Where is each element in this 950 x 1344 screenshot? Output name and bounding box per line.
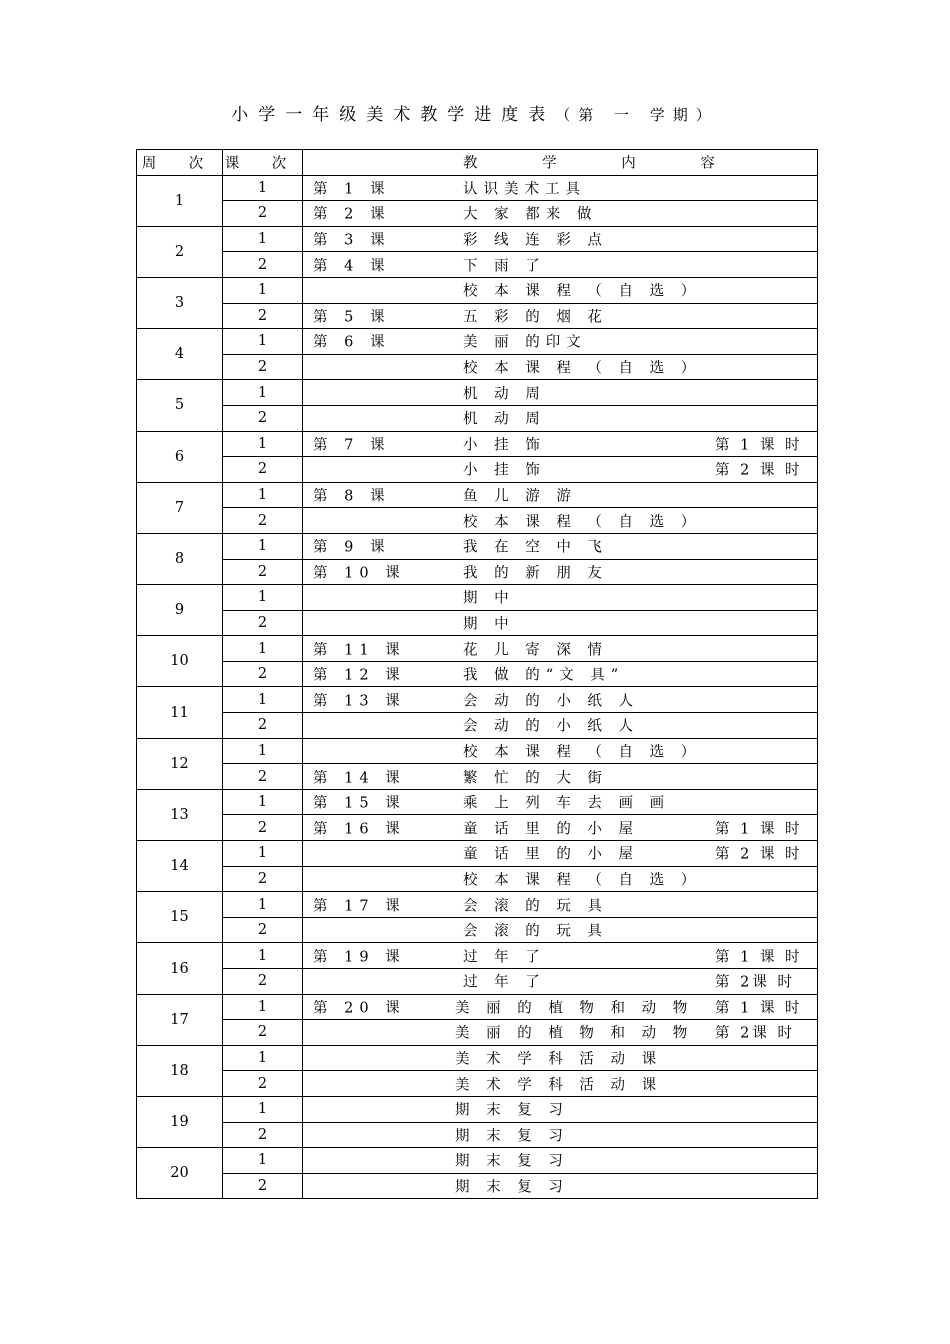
class-number: 2 [223,866,303,892]
content-cell [303,226,818,252]
table-row [137,764,818,790]
lesson-topic: 期 中 [463,616,515,633]
week-number: 18 [137,1045,223,1096]
table-row [137,917,818,943]
content-cell [303,943,818,969]
class-number: 1 [223,226,303,252]
content-cell [303,457,818,483]
class-number: 1 [223,1148,303,1174]
class-number: 1 [223,585,303,611]
lesson-topic: 美 术 学 科 活 动 课 [455,1051,663,1068]
table-row [137,1148,818,1174]
table-row [137,789,818,815]
week-number: 8 [137,533,223,584]
table-row [137,636,818,662]
week-number: 9 [137,585,223,636]
content-cell [303,841,818,867]
table-row [137,815,818,841]
class-number: 1 [223,841,303,867]
week-number: 7 [137,482,223,533]
class-number: 1 [223,431,303,457]
week-number: 1 [137,175,223,226]
class-number: 2 [223,1020,303,1046]
class-number: 2 [223,201,303,227]
lesson-number: 第 14 课 [313,770,406,787]
class-number: 2 [223,508,303,534]
table-row [137,1173,818,1199]
week-number: 20 [137,1148,223,1199]
week-number: 16 [137,943,223,994]
lesson-topic: 我 在 空 中 飞 [463,539,608,556]
lesson-topic: 童 话 里 的 小 屋 [463,821,640,838]
week-number: 12 [137,738,223,789]
lesson-number: 第 7 课 [313,437,391,454]
table-row [137,1071,818,1097]
lesson-topic: 期 末 复 习 [455,1128,569,1145]
lesson-topic: 五 彩 的 烟 花 [463,309,608,326]
lesson-topic: 童 话 里 的 小 屋 [463,846,640,863]
content-cell [303,431,818,457]
lesson-number: 第 11 课 [313,642,406,659]
class-number: 1 [223,329,303,355]
week-number: 13 [137,789,223,840]
lesson-topic: 校 本 课 程 （ 自 选 ） [463,744,702,761]
table-row [137,943,818,969]
content-cell [303,661,818,687]
week-number: 14 [137,841,223,892]
period-note: 第 2 课 时 [715,846,803,863]
lesson-topic: 会 动 的 小 纸 人 [463,718,640,735]
table-row [137,277,818,303]
table-row [137,482,818,508]
content-cell [303,892,818,918]
content-cell [303,559,818,585]
lesson-topic: 彩 线 连 彩 点 [463,232,608,249]
table-row [137,252,818,278]
lesson-topic: 乘 上 列 车 去 画 画 [463,795,671,812]
content-cell [303,738,818,764]
content-cell [303,1045,818,1071]
class-number: 1 [223,687,303,713]
class-number: 2 [223,815,303,841]
class-number: 2 [223,354,303,380]
content-cell [303,1148,818,1174]
lesson-topic: 鱼 儿 游 游 [463,488,577,505]
table-row [137,175,818,201]
lesson-number: 第 16 课 [313,821,406,838]
content-cell [303,329,818,355]
period-note: 第 1 课 时 [715,949,803,966]
class-number: 2 [223,252,303,278]
class-number: 1 [223,636,303,662]
table-row [137,969,818,995]
week-number: 2 [137,226,223,277]
lesson-topic: 过 年 了 [463,949,546,966]
lesson-topic: 繁 忙 的 大 街 [463,770,608,787]
table-row [137,226,818,252]
lesson-number: 第 20 课 [313,1000,406,1017]
table-row [137,713,818,739]
table-row [137,457,818,483]
class-number: 1 [223,380,303,406]
table-row [137,892,818,918]
content-cell [303,201,818,227]
content-cell [303,1020,818,1046]
content-cell [303,533,818,559]
lesson-topic: 花 儿 寄 深 情 [463,642,608,659]
lesson-number: 第 10 课 [313,565,406,582]
page-title [0,100,950,125]
lesson-topic: 我 做 的“文 具” [463,667,625,684]
table-row [137,585,818,611]
content-cell [303,354,818,380]
class-number: 1 [223,277,303,303]
class-number: 2 [223,661,303,687]
table-row [137,610,818,636]
lesson-topic: 会 滚 的 玩 具 [463,923,608,940]
table-row [137,687,818,713]
period-note: 第 2课 时 [715,974,795,991]
content-cell [303,917,818,943]
lesson-topic: 小 挂 饰 [463,462,546,479]
period-note: 第 1 课 时 [715,821,803,838]
lesson-number: 第 3 课 [313,232,391,249]
table-row [137,380,818,406]
lesson-topic: 期 末 复 习 [455,1179,569,1196]
period-note: 第 1 课 时 [715,437,803,454]
content-cell [303,252,818,278]
content-cell [303,764,818,790]
class-number: 1 [223,533,303,559]
content-cell [303,1096,818,1122]
class-number: 2 [223,303,303,329]
lesson-number: 第 5 课 [313,309,391,326]
week-number: 3 [137,277,223,328]
content-cell [303,175,818,201]
lesson-number: 第 12 课 [313,667,406,684]
week-number: 11 [137,687,223,738]
week-number: 10 [137,636,223,687]
content-cell [303,636,818,662]
week-number: 5 [137,380,223,431]
lesson-number: 第 8 课 [313,488,391,505]
lesson-topic: 校 本 课 程 （ 自 选 ） [463,283,702,300]
lesson-topic: 下 雨 了 [463,258,546,275]
lesson-topic: 校 本 课 程 （ 自 选 ） [463,514,702,531]
lesson-topic: 期 中 [463,590,515,607]
content-cell [303,866,818,892]
table-row [137,661,818,687]
schedule-body [137,150,818,1199]
lesson-number: 第 2 课 [313,206,391,223]
lesson-number: 第 6 课 [313,334,391,351]
title-semester: （第 一 学期） [555,106,719,124]
content-cell [303,1122,818,1148]
content-cell [303,687,818,713]
lesson-topic: 机 动 周 [463,386,546,403]
lesson-topic: 美 术 学 科 活 动 课 [455,1077,663,1094]
week-number: 15 [137,892,223,943]
content-cell [303,482,818,508]
table-row [137,329,818,355]
header-week: 周 次 [137,150,223,176]
table-row [137,866,818,892]
week-number: 4 [137,329,223,380]
table-row [137,1122,818,1148]
content-cell [303,713,818,739]
class-number: 1 [223,892,303,918]
period-note: 第 2 课 时 [715,462,803,479]
lesson-topic: 期 末 复 习 [455,1102,569,1119]
table-row [137,508,818,534]
lesson-topic: 过 年 了 [463,974,546,991]
lesson-topic: 校 本 课 程 （ 自 选 ） [463,360,702,377]
class-number: 2 [223,1122,303,1148]
title-main: 小学一年级美术教学进度表 [231,105,556,125]
schedule-table [136,149,818,1199]
class-number: 2 [223,610,303,636]
lesson-number: 第 13 课 [313,693,406,710]
lesson-topic: 认识美术工具 [463,181,586,198]
class-number: 1 [223,943,303,969]
lesson-topic: 期 末 复 习 [455,1153,569,1170]
lesson-number: 第 15 课 [313,795,406,812]
content-cell [303,277,818,303]
table-row [137,201,818,227]
lesson-topic: 美 丽 的 植 物 和 动 物 [455,1025,694,1042]
class-number: 2 [223,559,303,585]
table-row [137,354,818,380]
lesson-topic: 小 挂 饰 [463,437,546,454]
header-content-label: 教 学 内 容 [463,155,745,172]
lesson-number: 第 17 课 [313,898,406,915]
class-number: 1 [223,1045,303,1071]
lesson-number: 第 1 课 [313,181,391,198]
week-number: 19 [137,1096,223,1147]
week-number: 17 [137,994,223,1045]
table-row [137,405,818,431]
content-cell [303,405,818,431]
header-row [137,150,818,176]
class-number: 2 [223,713,303,739]
table-row [137,1096,818,1122]
content-cell [303,789,818,815]
class-number: 2 [223,1173,303,1199]
class-number: 1 [223,175,303,201]
lesson-topic: 美 丽 的 植 物 和 动 物 [455,1000,694,1017]
table-row [137,841,818,867]
content-cell [303,380,818,406]
header-class: 课 次 [223,150,303,176]
table-row [137,533,818,559]
lesson-topic: 校 本 课 程 （ 自 选 ） [463,872,702,889]
table-row [137,1020,818,1046]
lesson-number: 第 9 课 [313,539,391,556]
class-number: 1 [223,482,303,508]
table-row [137,431,818,457]
content-cell [303,585,818,611]
lesson-topic: 大 家 都来 做 [463,206,598,223]
class-number: 2 [223,969,303,995]
table-row [137,303,818,329]
content-cell [303,815,818,841]
table-row [137,738,818,764]
class-number: 1 [223,1096,303,1122]
content-cell [303,969,818,995]
class-number: 1 [223,994,303,1020]
period-note: 第 2课 时 [715,1025,795,1042]
header-content [303,150,818,176]
lesson-topic: 会 滚 的 玩 具 [463,898,608,915]
class-number: 1 [223,738,303,764]
table-row [137,559,818,585]
content-cell [303,508,818,534]
table-row [137,1045,818,1071]
class-number: 2 [223,1071,303,1097]
lesson-topic: 会 动 的 小 纸 人 [463,693,640,710]
class-number: 2 [223,457,303,483]
table-row [137,994,818,1020]
class-number: 2 [223,764,303,790]
class-number: 2 [223,917,303,943]
content-cell [303,1071,818,1097]
lesson-topic: 我 的 新 朋 友 [463,565,608,582]
class-number: 2 [223,405,303,431]
content-cell [303,303,818,329]
content-cell [303,610,818,636]
lesson-topic: 机 动 周 [463,411,546,428]
content-cell [303,1173,818,1199]
lesson-topic: 美 丽 的印文 [463,334,587,351]
class-number: 1 [223,789,303,815]
lesson-number: 第 19 课 [313,949,406,966]
content-cell [303,994,818,1020]
lesson-number: 第 4 课 [313,258,391,275]
period-note: 第 1 课 时 [715,1000,803,1017]
week-number: 6 [137,431,223,482]
